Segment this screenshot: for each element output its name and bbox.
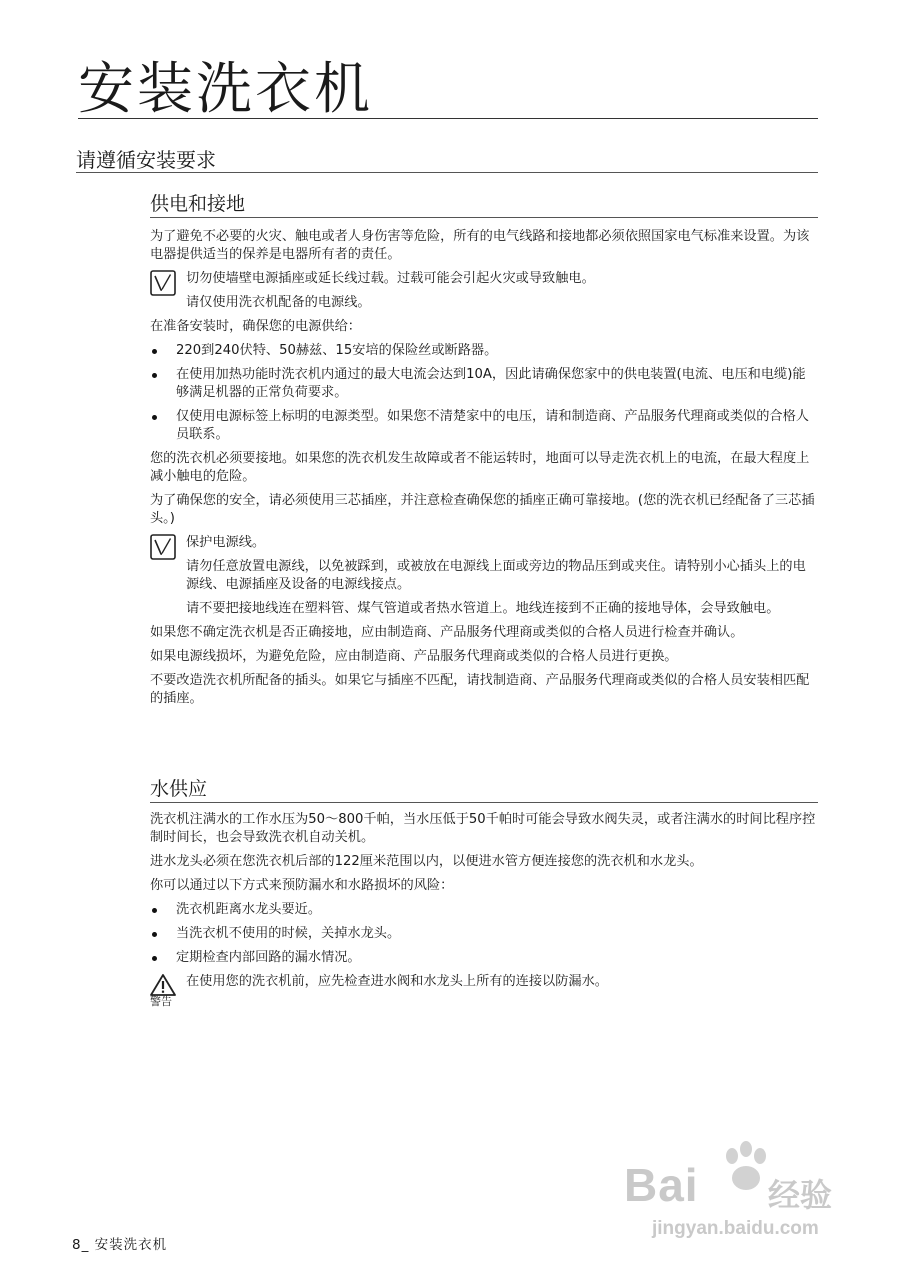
power-intro: 为了避免不必要的火灾、触电或者人身伤害等危险，所有的电气线路和接地都必须依照国家电气标准来设置。为该电器提供适当的保养是电器所有者的责任。: [150, 229, 810, 262]
list-item-text: 定期检查内部回路的漏水情况。: [176, 950, 361, 965]
list-item: [150, 366, 818, 402]
list-item-text: 仅使用电源标签上标明的电源类型。如果您不清楚家中的电压，请和制造商、产品服务代理商或类似的合格人员联系。: [176, 409, 809, 442]
water-para-2: 进水龙头必须在您洗衣机后部的122厘米范围以内，以便进水管方便连接您的洗衣机和水龙头。: [150, 854, 703, 869]
note-block-2: [150, 534, 818, 618]
note2-line1: 保护电源线。: [186, 535, 266, 550]
water-para-1: 洗衣机注满水的工作水压为50～800千帕，当水压低于50千帕时可能会导致水阀失灵，或者注满水的时间比程序控制时间长，也会导致洗衣机自动关机。: [150, 812, 816, 845]
note2-line2: 请勿任意放置电源线，以免被踩到，或被放在电源线上面或旁边的物品压到或夹住。请特别小心插头上的电源线、电源插座及设备的电源线接点。: [186, 559, 806, 592]
list-item-text: 当洗衣机不使用的时候，关掉水龙头。: [176, 926, 401, 941]
title-divider: [78, 118, 818, 119]
bullet-icon: [152, 908, 157, 913]
warning-label: 警告: [150, 995, 172, 1008]
warning-icon: [150, 973, 176, 997]
section-divider: [76, 172, 818, 173]
power-prep: 在准备安装时，确保您的电源供给：: [150, 319, 361, 334]
bullet-icon: [152, 373, 157, 378]
bullet-icon: [152, 415, 157, 420]
plug-para: 不要改造洗衣机所配备的插头。如果它与插座不匹配，请找制造商、产品服务代理商或类似的合格人员安装相匹配的插座。: [150, 673, 810, 706]
list-item: [150, 408, 818, 444]
list-item: [150, 342, 818, 360]
list-item-text: 洗衣机距离水龙头要近。: [176, 902, 322, 917]
water-heading-divider: [150, 802, 818, 803]
warning-block: [150, 973, 818, 1008]
list-item: [150, 901, 818, 919]
damage-para: 如果电源线损坏，为避免危险，应由制造商、产品服务代理商或类似的合格人员进行更换。: [150, 649, 678, 664]
water-content: [150, 811, 818, 1008]
power-heading: 供电和接地: [150, 193, 246, 215]
note-icon: [150, 270, 176, 296]
watermark-du-text: du: [718, 1180, 757, 1213]
watermark-url: jingyan.baidu.com: [652, 1218, 819, 1239]
water-heading: 水供应: [150, 778, 208, 800]
page-title: 安装洗衣机: [78, 57, 373, 122]
ground-para-1: 您的洗衣机必须要接地。如果您的洗衣机发生故障或者不能运转时，地面可以导走洗衣机上的电流，在最大程度上减小触电的危险。: [150, 451, 810, 484]
note1-line1: 切勿使墙壁电源插座或延长线过载。过载可能会引起火灾或导致触电。: [186, 271, 595, 286]
list-item: [150, 925, 818, 943]
note-icon: [150, 534, 176, 560]
baidu-watermark: [618, 1140, 858, 1250]
list-item-text: 在使用加热功能时洗衣机内通过的最大电流会达到10A，因此请确保您家中的供电装置(电流、电压和电缆)能够满足机器的正常负荷要求。: [176, 367, 806, 400]
note-block-1: [150, 270, 818, 312]
bullet-icon: [152, 349, 157, 354]
power-heading-divider: [150, 217, 818, 218]
ground-para-2: 为了确保您的安全，请必须使用三芯插座，并注意检查确保您的插座正确可靠接地。(您的洗衣机已经配备了三芯插头。): [150, 493, 815, 526]
bullet-icon: [152, 956, 157, 961]
water-para-3: 你可以通过以下方式来预防漏水和水路损坏的风险：: [150, 878, 454, 893]
watermark-cn-text: 经验: [768, 1176, 833, 1214]
water-bullet-list: [150, 901, 818, 967]
warning-text: 在使用您的洗衣机前，应先检查进水阀和水龙头上所有的连接以防漏水。: [186, 974, 608, 989]
power-bullet-list: [150, 342, 818, 444]
check-para: 如果您不确定洗衣机是否正确接地，应由制造商、产品服务代理商或类似的合格人员进行检查并确认。: [150, 625, 744, 640]
note2-line3: 请不要把接地线连在塑料管、煤气管道或者热水管道上。地线连接到不正确的接地导体，会导致触电。: [186, 601, 780, 616]
bullet-icon: [152, 932, 157, 937]
list-item: [150, 949, 818, 967]
list-item-text: 220到240伏特、50赫兹、15安培的保险丝或断路器。: [176, 343, 498, 358]
page-footer: 8_ 安装洗衣机: [72, 1237, 168, 1253]
section-title: 请遵循安装要求: [76, 148, 216, 172]
note1-line2: 请仅使用洗衣机配备的电源线。: [186, 295, 371, 310]
power-content: [150, 228, 818, 714]
watermark-logo-text: Bai: [624, 1159, 699, 1211]
